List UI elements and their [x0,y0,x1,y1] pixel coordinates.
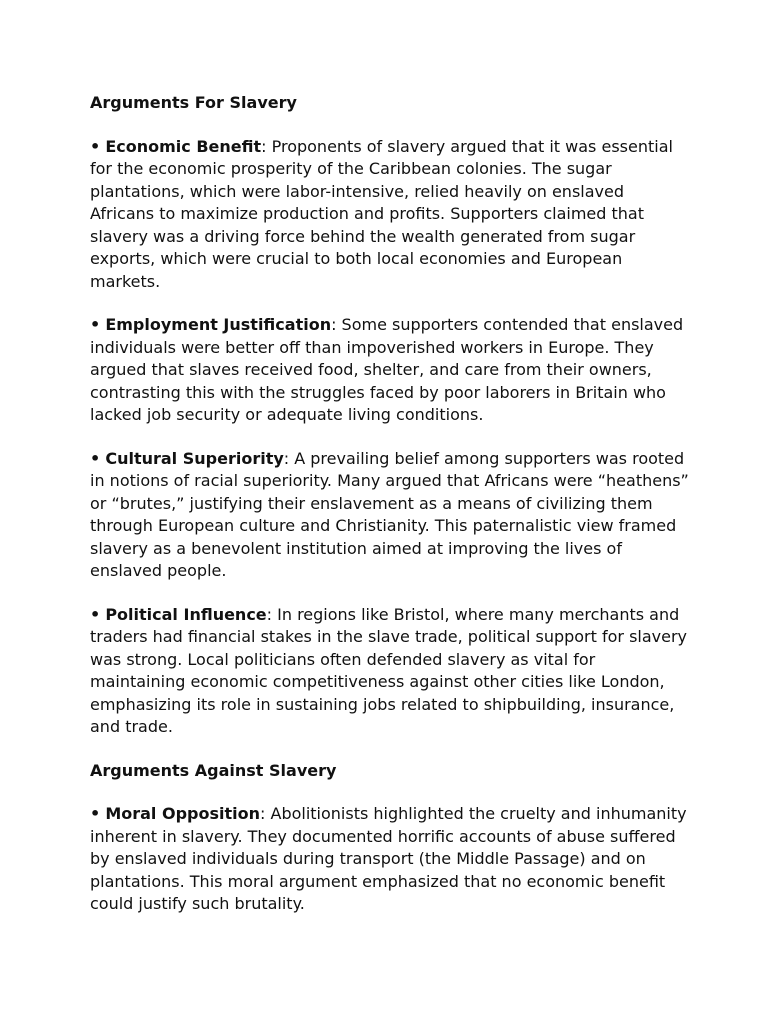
bullet: • [90,136,101,156]
paragraph-economic-benefit [90,136,690,294]
bullet: • [90,448,101,468]
term-political-influence: Political Influence [105,604,267,624]
paragraph-moral-opposition [90,803,690,916]
section-heading-against: Arguments Against Slavery [90,760,337,780]
term-moral-opposition: Moral Opposition [105,804,261,823]
document-page [90,92,690,937]
bullet: • [90,315,101,334]
text-political-influence: : In regions like Bristol, where many merchants and traders had financial stakes in the slave trade, political support for slavery was strong. Local politicians often defended slavery as vital for maintaining economic competitiveness against other cities like London, emphasizing its role in sustaining jobs related to shipbuilding, insurance, and trade. [90,604,688,736]
text-moral-opposition: : Abolitionists highlighted the cruelty and inhumanity inherent in slavery. They documented horrific accounts of abuse suffered by enslaved individuals during transport (the Middle Passage) and on plantations. This moral argument emphasized that no economic benefit could justify such brutality. [90,804,687,913]
paragraph-cultural-superiority [90,448,690,583]
bullet: • [90,804,101,823]
paragraph-employment-justification [90,314,690,427]
text-cultural-superiority: : A prevailing belief among supporters was rooted in notions of racial superiority. Many argued that Africans were “heathens” or “brutes,” justifying their enslavement as a means of civilizing them through European culture and Christianity. This paternalistic view framed slavery as a benevolent institution aimed at improving the lives of enslaved people. [90,448,689,580]
text-employment-justification: : Some supporters contended that enslaved individuals were better off than impoverished workers in Europe. They argued that slaves received food, shelter, and care from their owners, contrasting this with the struggles faced by poor laborers in Britain who lacked job security or adequate living conditions. [90,315,684,424]
text-economic-benefit: : Proponents of slavery argued that it was essential for the economic prosperity of the Caribbean colonies. The sugar plantations, which were labor-intensive, relied heavily on enslaved Africans to maximize production and profits. Supporters claimed that slavery was a driving force behind the wealth generated from sugar exports, which were crucial to both local economies and European markets. [90,136,673,291]
bullet: • [90,604,101,624]
paragraph-political-influence [90,604,690,739]
term-economic-benefit: Economic Benefit [105,136,262,156]
section-heading-for: Arguments For Slavery [90,93,297,112]
term-cultural-superiority: Cultural Superiority [105,448,284,468]
term-employment-justification: Employment Justification [105,315,332,334]
